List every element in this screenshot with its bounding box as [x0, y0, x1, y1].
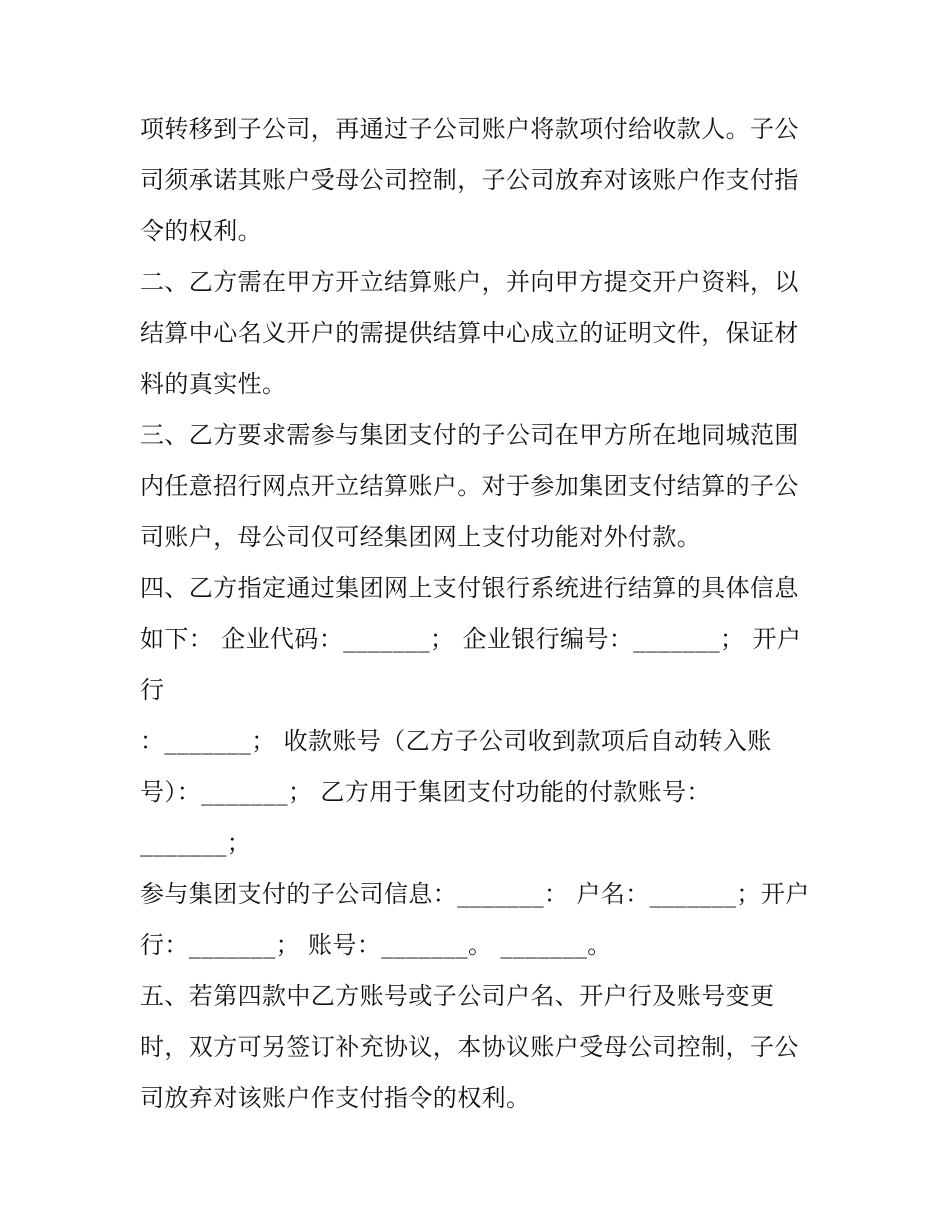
text-line: 行: [140, 676, 165, 704]
text-line: 内任意招行网点开立结算账户。对于参加集团支付结算的子公: [140, 472, 799, 500]
text-line: 四、乙方指定通过集团网上支付银行系统进行结算的具体信息: [140, 574, 799, 602]
text-line: 号）：_______； 乙方用于集团支付功能的付款账号：: [140, 778, 711, 806]
text-line: 司账户，母公司仅可经集团网上支付功能对外付款。: [140, 523, 702, 551]
text-line: 项转移到子公司，再通过子公司账户将款项付给收款人。子公: [140, 115, 799, 143]
document-body: [140, 104, 820, 1124]
text-line: 二、乙方需在甲方开立结算账户，并向甲方提交开户资料，以: [140, 268, 799, 296]
text-line: 司须承诺其账户受母公司控制，子公司放弃对该账户作支付指: [140, 166, 799, 194]
text-line: 司放弃对该账户作支付指令的权利。: [140, 1084, 531, 1112]
text-line: 料的真实性。: [140, 370, 287, 398]
text-line: 五、若第四款中乙方账号或子公司户名、开户行及账号变更: [140, 982, 775, 1010]
text-line: 结算中心名义开户的需提供结算中心成立的证明文件，保证材: [140, 319, 799, 347]
text-line: _______；: [140, 829, 252, 857]
text-line: 三、乙方要求需参与集团支付的子公司在甲方所在地同城范围: [140, 421, 799, 449]
text-line: 时，双方可另签订补充协议，本协议账户受母公司控制，子公: [140, 1033, 799, 1061]
text-line: 行：_______； 账号：_______。 _______。: [140, 931, 612, 959]
text-line: 如下： 企业代码：_______； 企业银行编号：_______； 开户: [140, 625, 802, 653]
text-line: 令的权利。: [140, 217, 262, 245]
text-line: 参与集团支付的子公司信息：_______： 户名：_______；开户: [140, 880, 810, 908]
text-line: ：_______； 收款账号（乙方子公司收到款项后自动转入账: [140, 727, 772, 755]
